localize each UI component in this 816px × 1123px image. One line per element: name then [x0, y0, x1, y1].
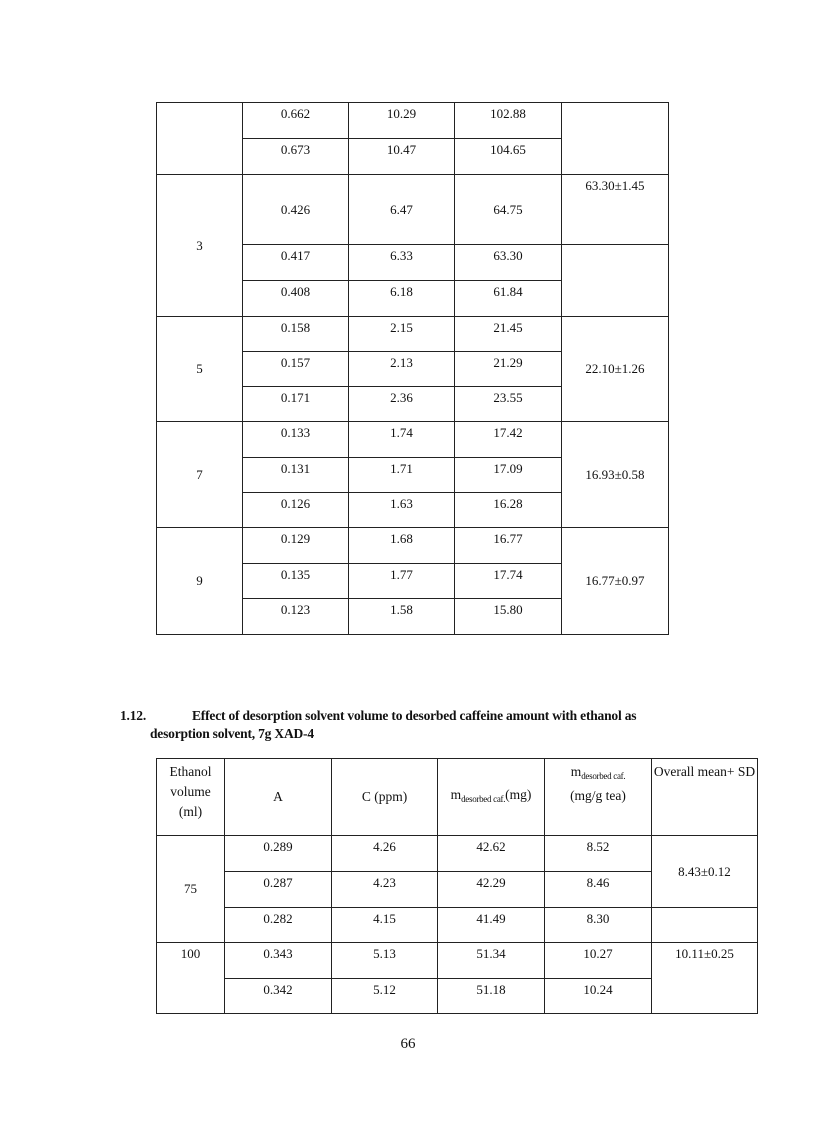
group-label-cell: 5	[157, 317, 243, 422]
header-mass-mg-main: m	[450, 787, 462, 802]
absorbance-cell: 0.662	[243, 103, 349, 139]
empty-mean-cell	[562, 245, 669, 317]
header-concentration: C (ppm)	[332, 759, 438, 836]
mass-cell: 21.29	[455, 352, 562, 387]
concentration-cell: 6.18	[349, 281, 455, 317]
header-mass-per-tea-unit: (mg/g tea)	[570, 788, 626, 803]
absorbance-cell: 0.343	[225, 943, 332, 979]
absorbance-cell: 0.673	[243, 139, 349, 175]
empty-mean-cell	[652, 908, 758, 943]
ethanol-volume-table	[156, 758, 758, 1014]
absorbance-cell: 0.131	[243, 458, 349, 493]
concentration-cell: 1.68	[349, 528, 455, 564]
table-header-row	[157, 759, 758, 836]
mean-cell	[562, 103, 669, 175]
table-row	[157, 943, 758, 979]
mass-mg-cell: 42.29	[438, 872, 545, 908]
absorbance-cell: 0.289	[225, 836, 332, 872]
mass-mg-cell: 51.34	[438, 943, 545, 979]
absorbance-cell: 0.135	[243, 564, 349, 599]
section-title-line2: desorption solvent, 7g XAD-4	[150, 726, 314, 741]
mass-cell: 17.42	[455, 422, 562, 458]
mass-cell: 21.45	[455, 317, 562, 352]
absorbance-cell: 0.171	[243, 387, 349, 422]
absorbance-cell: 0.133	[243, 422, 349, 458]
concentration-cell: 4.15	[332, 908, 438, 943]
absorbance-cell: 0.157	[243, 352, 349, 387]
header-mass-per-tea	[545, 759, 652, 836]
mean-cell: 22.10±1.26	[562, 317, 669, 422]
table-row	[157, 836, 758, 872]
concentration-cell: 4.23	[332, 872, 438, 908]
concentration-cell: 1.71	[349, 458, 455, 493]
mass-mg-cell: 42.62	[438, 836, 545, 872]
concentration-cell: 1.77	[349, 564, 455, 599]
continued-results-table	[156, 102, 669, 635]
volume-cell: 75	[157, 836, 225, 943]
mass-cell: 15.80	[455, 599, 562, 635]
absorbance-cell: 0.426	[243, 175, 349, 245]
concentration-cell: 6.47	[349, 175, 455, 245]
concentration-cell: 2.13	[349, 352, 455, 387]
mean-cell: 10.11±0.25	[652, 943, 758, 1014]
concentration-cell: 1.74	[349, 422, 455, 458]
group-label-cell: 7	[157, 422, 243, 528]
mass-per-tea-cell: 10.27	[545, 943, 652, 979]
table-row	[157, 103, 669, 139]
mass-cell: 102.88	[455, 103, 562, 139]
section-heading	[120, 707, 720, 743]
mass-cell: 104.65	[455, 139, 562, 175]
absorbance-cell: 0.408	[243, 281, 349, 317]
table-row	[157, 317, 669, 352]
header-mass-per-tea-main: m	[570, 764, 582, 779]
concentration-cell: 5.13	[332, 943, 438, 979]
absorbance-cell: 0.126	[243, 493, 349, 528]
mass-cell: 17.74	[455, 564, 562, 599]
header-ethanol-volume: Ethanol volume (ml)	[157, 759, 225, 836]
mass-cell: 63.30	[455, 245, 562, 281]
mass-per-tea-cell: 8.30	[545, 908, 652, 943]
concentration-cell: 4.26	[332, 836, 438, 872]
group-label-cell: 3	[157, 175, 243, 317]
mean-cell: 16.93±0.58	[562, 422, 669, 528]
table-row	[157, 422, 669, 458]
mean-cell: 8.43±0.12	[652, 836, 758, 908]
absorbance-cell: 0.129	[243, 528, 349, 564]
mass-mg-cell: 51.18	[438, 979, 545, 1014]
concentration-cell: 6.33	[349, 245, 455, 281]
mass-cell: 16.77	[455, 528, 562, 564]
header-absorbance: A	[225, 759, 332, 836]
mass-per-tea-cell: 8.46	[545, 872, 652, 908]
concentration-cell: 1.63	[349, 493, 455, 528]
mean-cell: 63.30±1.45	[562, 175, 669, 245]
mass-cell: 17.09	[455, 458, 562, 493]
mass-cell: 61.84	[455, 281, 562, 317]
section-number: 1.12.	[120, 708, 147, 723]
concentration-cell: 5.12	[332, 979, 438, 1014]
header-mass-mg-unit: (mg)	[505, 787, 532, 802]
header-mass-mg-sub: desorbed caf.	[461, 794, 506, 804]
header-mass-per-tea-sub: desorbed caf.	[581, 771, 626, 781]
mass-cell: 64.75	[455, 175, 562, 245]
table-row	[157, 175, 669, 245]
volume-cell: 100	[157, 943, 225, 1014]
table-row	[157, 528, 669, 564]
section-heading-line1	[120, 707, 720, 725]
mass-cell: 23.55	[455, 387, 562, 422]
group-label-cell: 9	[157, 528, 243, 635]
mass-mg-cell: 41.49	[438, 908, 545, 943]
mass-per-tea-cell: 10.24	[545, 979, 652, 1014]
absorbance-cell: 0.282	[225, 908, 332, 943]
group-label-cell	[157, 103, 243, 175]
mean-cell: 16.77±0.97	[562, 528, 669, 635]
header-overall-mean: Overall mean+ SD	[652, 759, 758, 836]
absorbance-cell: 0.417	[243, 245, 349, 281]
page-number: 66	[400, 1036, 416, 1052]
section-title-line1: Effect of desorption solvent volume to desorbed caffeine amount with ethanol as	[192, 708, 637, 723]
absorbance-cell: 0.287	[225, 872, 332, 908]
header-mass-mg	[438, 759, 545, 836]
table-row	[157, 908, 758, 943]
mass-per-tea-cell: 8.52	[545, 836, 652, 872]
concentration-cell: 10.29	[349, 103, 455, 139]
concentration-cell: 10.47	[349, 139, 455, 175]
absorbance-cell: 0.123	[243, 599, 349, 635]
absorbance-cell: 0.342	[225, 979, 332, 1014]
mass-cell: 16.28	[455, 493, 562, 528]
concentration-cell: 2.15	[349, 317, 455, 352]
concentration-cell: 1.58	[349, 599, 455, 635]
concentration-cell: 2.36	[349, 387, 455, 422]
absorbance-cell: 0.158	[243, 317, 349, 352]
